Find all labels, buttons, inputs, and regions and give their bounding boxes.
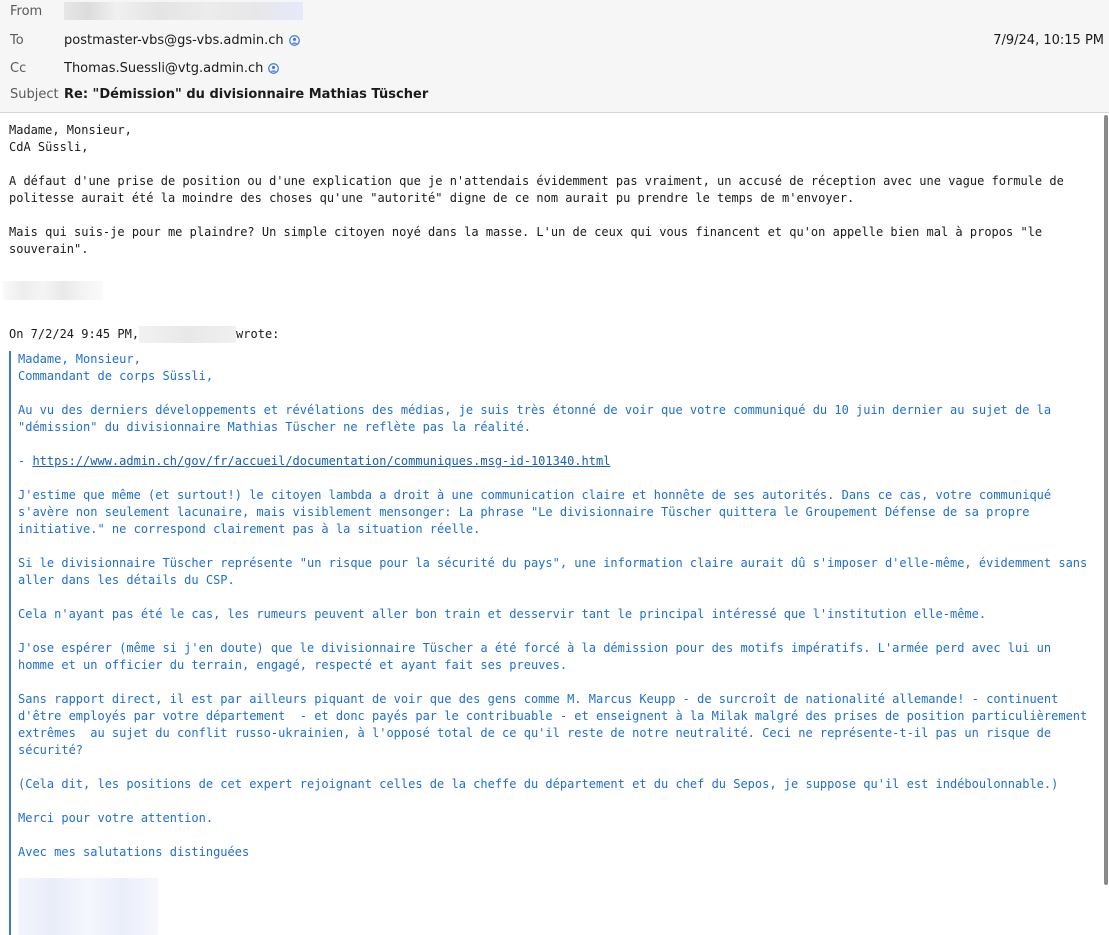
quote-line: Au vu des derniers développements et révélations des médias, je suis très étonné de voir que votre communiqué du 10 juin dernier au sujet de la bbox=[18, 403, 1052, 417]
quote-link-line bbox=[18, 453, 610, 470]
body-text-line: politesse aurait été la moindre des choses qu'une "autorité" digne de ce nom aurait pu prendre le temps de m'envoyer. bbox=[9, 191, 855, 205]
redacted-name bbox=[139, 326, 236, 343]
quote-attribution bbox=[9, 326, 279, 343]
body-text-line: Mais qui suis-je pour me plaindre? Un simple citoyen noyé dans la masse. L'un de ceux qui vous financent et qu'on appelle bien mal à propos "le bbox=[9, 225, 1043, 239]
attribution-suffix: wrote: bbox=[236, 327, 280, 341]
from-row bbox=[0, 0, 1109, 26]
link-prefix: - bbox=[18, 454, 33, 468]
quote-line: aller dans les détails du CSP. bbox=[18, 573, 235, 587]
body-text-line: A défaut d'une prise de position ou d'une explication que je n'attendais évidemment pas vraiment, un accusé de réception avec une vague formule de bbox=[9, 174, 1064, 188]
quote-line: J'ose espérer (même si j'en doute) que le divisionnaire Tüscher a été forcé à la démission pour des motifs impératifs. L'armée perd avec lui un bbox=[18, 641, 1052, 655]
to-row bbox=[0, 29, 1109, 55]
quote-line: "démission" du divisionnaire Mathias Tüscher ne reflète pas la réalité. bbox=[18, 420, 531, 434]
message-header bbox=[0, 0, 1109, 113]
quote-line: Avec mes salutations distinguées bbox=[18, 845, 250, 859]
quote-line: J'estime que même (et surtout!) le citoyen lambda a droit à une communication claire et honnête de ses autorités. Dans ce cas, votre communiqué bbox=[18, 488, 1052, 502]
to-address[interactable]: postmaster-vbs@gs-vbs.admin.ch bbox=[64, 33, 284, 48]
message-body bbox=[0, 113, 1102, 935]
quote-line: extrêmes au sujet du conflit russo-ukrainien, à l'opposé total de ce qu'il reste de notre neutralité. Ceci ne représente-t-il pas un risque de bbox=[18, 726, 1052, 740]
quote-line: (Cela dit, les positions de cet expert rejoignant celles de la cheffe du département et du chef du Sepos, je suppose qu'il est indéboulonnable.) bbox=[18, 777, 1059, 791]
redacted-quoted-signature bbox=[18, 878, 158, 935]
quoted-message bbox=[9, 351, 1101, 935]
quote-line: s'avère non seulement lacunaire, mais visiblement mensonger: La phrase "Le divisionnaire Tüscher quittera le Groupement Défense de sa propre bbox=[18, 505, 1030, 519]
from-label: From bbox=[10, 4, 43, 19]
subject-row bbox=[0, 83, 1109, 109]
vertical-scrollbar[interactable] bbox=[1102, 113, 1109, 935]
redacted-signature bbox=[3, 281, 103, 300]
quote-line: d'être employés par votre département - et donc payés par le contribuable - et enseignent à la Milak malgré des prises de position particulièrement bbox=[18, 709, 1088, 723]
cc-row bbox=[0, 57, 1109, 83]
subject-label: Subject bbox=[10, 87, 59, 102]
communique-link[interactable]: https://www.admin.ch/gov/fr/accueil/documentation/communiques.msg-id-101340.html bbox=[32, 454, 611, 468]
quote-line: homme et un officier du terrain, engagé, respecté et ayant fait ses preuves. bbox=[18, 658, 568, 672]
cc-recipient[interactable] bbox=[64, 61, 279, 76]
quote-line: Cela n'ayant pas été le cas, les rumeurs peuvent aller bon train et desservir tant le principal intéressé que l'institution elle-même. bbox=[18, 607, 987, 621]
contact-icon[interactable] bbox=[268, 63, 279, 74]
quote-line: Madame, Monsieur, bbox=[18, 352, 141, 366]
body-text-line: souverain". bbox=[9, 242, 89, 256]
greeting-line: CdA Süssli, bbox=[9, 140, 89, 154]
to-recipient[interactable] bbox=[64, 33, 300, 48]
cc-label: Cc bbox=[10, 61, 27, 76]
quote-line: Merci pour votre attention. bbox=[18, 811, 214, 825]
quote-line: initiative." ne correspond clairement pas à la situation réelle. bbox=[18, 522, 481, 536]
quote-line: Commandant de corps Süssli, bbox=[18, 369, 214, 383]
scrollbar-thumb[interactable] bbox=[1104, 115, 1108, 885]
attribution-prefix: On 7/2/24 9:45 PM, bbox=[9, 327, 140, 341]
message-date: 7/9/24, 10:15 PM bbox=[993, 33, 1104, 48]
to-label: To bbox=[10, 33, 24, 48]
quote-line: Sans rapport direct, il est par ailleurs piquant de voir que des gens comme M. Marcus Keupp - de surcroît de nationalité allemande! - continuent bbox=[18, 692, 1059, 706]
greeting-line: Madame, Monsieur, bbox=[9, 123, 132, 137]
quote-line: sécurité? bbox=[18, 743, 84, 757]
quote-line: Si le divisionnaire Tüscher représente "un risque pour la sécurité du pays", une information claire aurait dû s'imposer d'elle-même, évidemment sans bbox=[18, 556, 1088, 570]
redacted-sender bbox=[64, 2, 303, 20]
contact-icon[interactable] bbox=[289, 35, 300, 46]
cc-address[interactable]: Thomas.Suessli@vtg.admin.ch bbox=[64, 61, 264, 76]
subject-value: Re: "Démission" du divisionnaire Mathias Tüscher bbox=[64, 87, 429, 102]
